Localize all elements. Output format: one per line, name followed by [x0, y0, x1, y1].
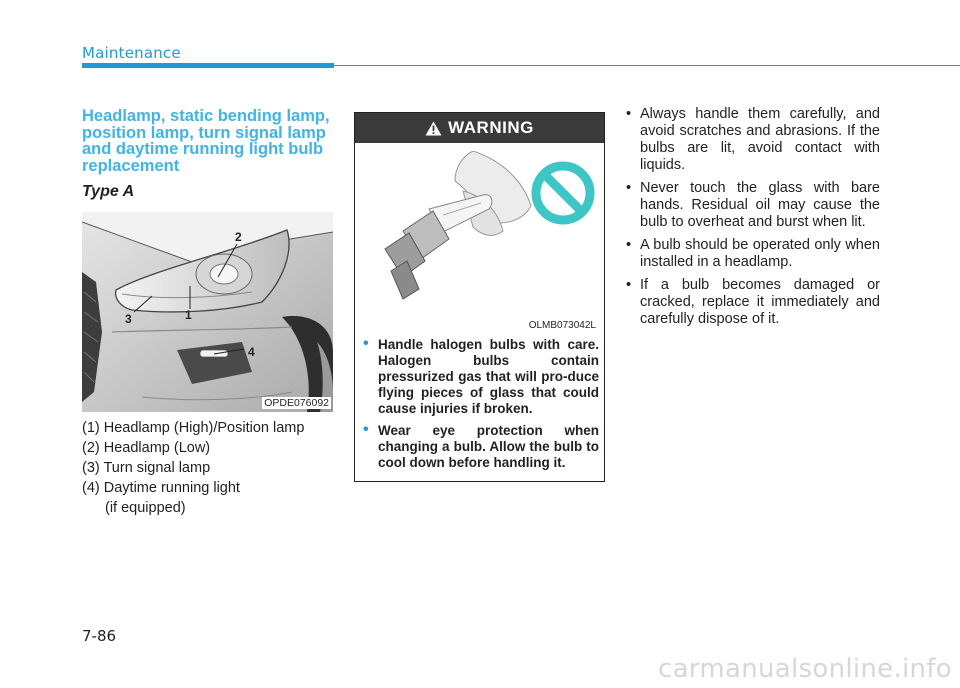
legend-text: (3) Turn signal lamp	[82, 460, 211, 476]
warning-item-text: Wear eye protection when changing a bulb. Allow the bulb to cool down before handling it.	[378, 423, 599, 470]
list-item-text: If a bulb becomes damaged or cracked, replace it immediately and carefully dispose of it.	[640, 277, 880, 327]
legend-item	[82, 438, 342, 458]
list-item	[626, 106, 880, 174]
warning-item	[363, 337, 599, 417]
warning-box	[354, 112, 605, 482]
legend-text: (4) Daytime running light	[82, 480, 240, 496]
handling-list	[626, 106, 880, 334]
list-item-text: Never touch the glass with bare hands. Residual oil may cause the bulb to overheat and burst when lit.	[640, 180, 880, 230]
car-front-illustration	[82, 212, 333, 412]
warning-header	[355, 113, 604, 143]
callout-1: 1	[185, 308, 192, 322]
warning-list	[363, 337, 599, 477]
legend-item	[82, 458, 342, 478]
warning-item-text: Handle halogen bulbs with care. Halogen bulbs contain pressurized gas that will pro-duce flying pieces of glass that could cause injuries if broken.	[378, 337, 599, 416]
legend-text: (1) Headlamp (High)/Position lamp	[82, 420, 305, 436]
list-item	[626, 237, 880, 271]
list-item-text: Always handle them carefully, and avoid scratches and abrasions. If the bulbs are lit, avoid contact with liquids.	[640, 106, 880, 173]
callout-3: 3	[125, 312, 132, 326]
callout-4: 4	[248, 345, 255, 359]
bullet-icon: •	[626, 180, 632, 196]
bullet-icon: •	[626, 237, 632, 253]
list-item	[626, 277, 880, 328]
bullet-icon: •	[363, 335, 369, 352]
bulb-figure	[363, 151, 596, 331]
header-rule	[334, 65, 960, 66]
page-number: 7-86	[82, 627, 117, 645]
watermark: carmanualsonline.info	[657, 654, 952, 684]
bullet-icon: •	[626, 106, 632, 122]
lamp-legend	[82, 418, 342, 518]
legend-item	[82, 418, 342, 438]
header-rule-accent	[82, 63, 334, 68]
callout-2: 2	[235, 230, 242, 244]
bullet-icon: •	[626, 277, 632, 293]
warning-triangle-icon	[425, 121, 442, 136]
warning-item	[363, 423, 599, 471]
figure-code: OPDE076092	[264, 397, 329, 409]
list-item-text: A bulb should be operated only when installed in a headlamp.	[640, 237, 880, 270]
bulb-handling-illustration	[363, 151, 596, 331]
legend-text: (if equipped)	[105, 500, 186, 516]
warning-title: WARNING	[448, 118, 534, 137]
section-title: Maintenance	[82, 44, 181, 62]
list-item	[626, 180, 880, 231]
legend-item	[82, 478, 342, 498]
legend-item-continuation	[82, 498, 342, 518]
type-subheading: Type A	[82, 183, 135, 200]
legend-text: (2) Headlamp (Low)	[82, 440, 211, 456]
headlamp-figure	[82, 212, 333, 412]
bullet-icon: •	[363, 421, 369, 438]
bulb-figure-code: OLMB073042L	[528, 320, 596, 331]
page-heading: Headlamp, static bending lamp, position lamp, turn signal lamp and daytime running light bulb replacement	[82, 107, 330, 175]
